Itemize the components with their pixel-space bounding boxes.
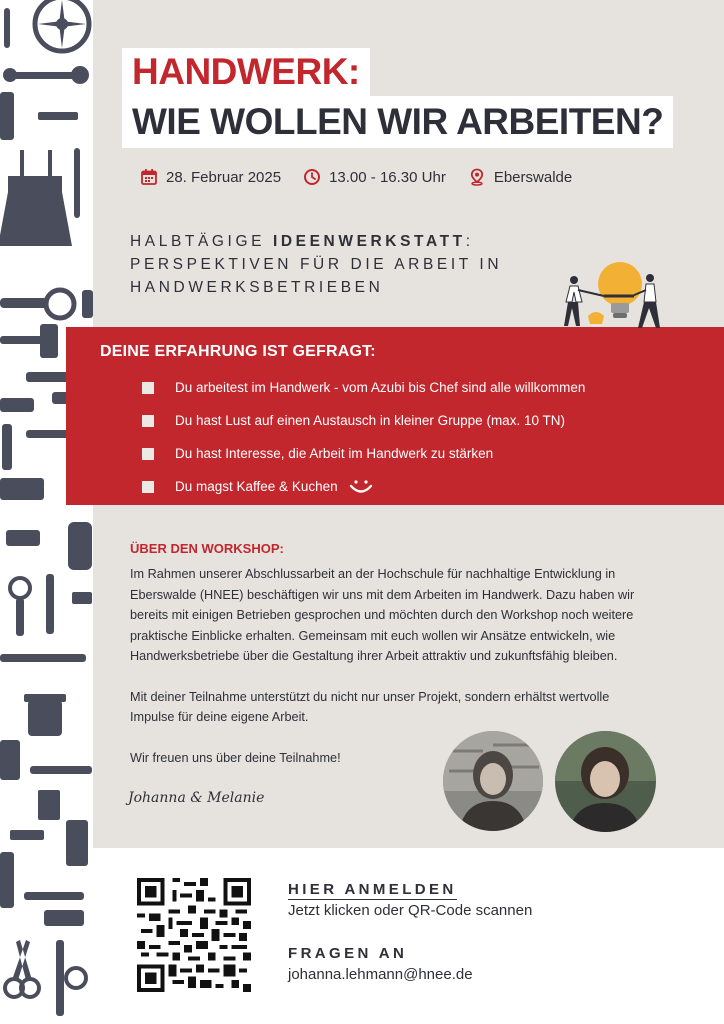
- register-link[interactable]: HIER ANMELDEN: [288, 881, 457, 898]
- list-item: [142, 371, 585, 404]
- location-text: Eberswalde: [493, 168, 573, 186]
- event-meta: [140, 168, 594, 186]
- about-paragraph-2: Mit deiner Teilnahme unterstützt du nicht nur unser Projekt, sondern erhältst wertvolle Impulse für deine eigene Arbeit.: [130, 689, 610, 724]
- date-text: 28. Februar 2025: [166, 168, 282, 186]
- subtitle-prefix: HALBTÄGIGE: [130, 233, 273, 250]
- clock-icon: [303, 168, 321, 186]
- questions-heading: FRAGEN AN: [288, 945, 408, 962]
- contact-email[interactable]: johanna.lehmann@hnee.de: [288, 966, 473, 983]
- tool-pattern-strip: [0, 0, 93, 1024]
- signature: Johanna & Melanie: [128, 790, 265, 806]
- photo-melanie: [555, 731, 656, 832]
- event-date: [140, 168, 281, 186]
- portrait-icon: [443, 731, 543, 831]
- checkbox-icon: [142, 382, 154, 394]
- title-question: WIE WOLLEN WIR ARBEITEN?: [132, 101, 664, 142]
- list-item-text: Du arbeitest im Handwerk - vom Azubi bis Chef sind alle willkommen: [175, 380, 586, 395]
- about-heading: ÜBER DEN WORKSHOP:: [130, 541, 284, 556]
- checkbox-icon: [142, 415, 154, 427]
- title-line-2: [122, 96, 673, 148]
- list-item: [142, 404, 585, 437]
- experience-heading: DEINE ERFAHRUNG IST GEFRAGT:: [100, 343, 376, 360]
- checkbox-icon: [142, 448, 154, 460]
- about-paragraph-3: Wir freuen uns über deine Teilnahme!: [130, 750, 341, 765]
- calendar-icon: [140, 168, 158, 186]
- qr-code-icon[interactable]: [137, 878, 251, 992]
- list-item: [142, 470, 585, 503]
- subtitle-bold: IDEENWERKSTATT: [272, 233, 466, 250]
- list-item-text: Du magst Kaffee & Kuchen: [175, 479, 338, 494]
- subtitle-line-3: HANDWERKSBETRIEBEN: [130, 279, 384, 296]
- portrait-icon: [555, 731, 656, 832]
- photo-johanna: [443, 731, 543, 831]
- title-handwerk: HANDWERK:: [132, 51, 360, 92]
- subtitle-suffix: :: [465, 233, 474, 250]
- subtitle-line-2: PERSPEKTIVEN FÜR DIE ARBEIT IN: [130, 256, 503, 273]
- title-line-1: [122, 48, 370, 96]
- time-text: 13.00 - 16.30 Uhr: [329, 168, 446, 186]
- experience-list: [142, 371, 585, 503]
- smiley-icon: [348, 477, 374, 497]
- workshop-subtitle: [130, 230, 550, 299]
- event-time: [303, 168, 446, 186]
- register-text: Jetzt klicken oder QR-Code scannen: [288, 902, 533, 919]
- location-pin-icon: [468, 168, 486, 186]
- list-item-text: Du hast Lust auf einen Austausch in kleiner Gruppe (max. 10 TN): [175, 413, 565, 428]
- craft-tools-icon: [0, 0, 93, 1024]
- list-item-text: Du hast Interesse, die Arbeit im Handwerk zu stärken: [175, 446, 494, 461]
- checkbox-icon: [142, 481, 154, 493]
- list-item: [142, 437, 585, 470]
- lightbulb-teamwork-icon: [552, 258, 668, 334]
- event-location: [468, 168, 572, 186]
- about-paragraph-1: Im Rahmen unserer Abschlussarbeit an der Hochschule für nachhaltige Entwicklung in Eberswalde (HNEE) beschäftigen wir uns mit dem Arbeiten im Handwerk. Dazu haben wir bereits mit einigen Betrieben gesprochen und möchten durch den Workshop noch weitere praktische Einblicke erhalten. Gemeinsam mit euch wollen wir Ansätze entwickeln, wie Handwerksbetriebe über die Gestaltung ihrer Arbeit attraktiv und zukunftsfähig bleiben.: [130, 567, 635, 663]
